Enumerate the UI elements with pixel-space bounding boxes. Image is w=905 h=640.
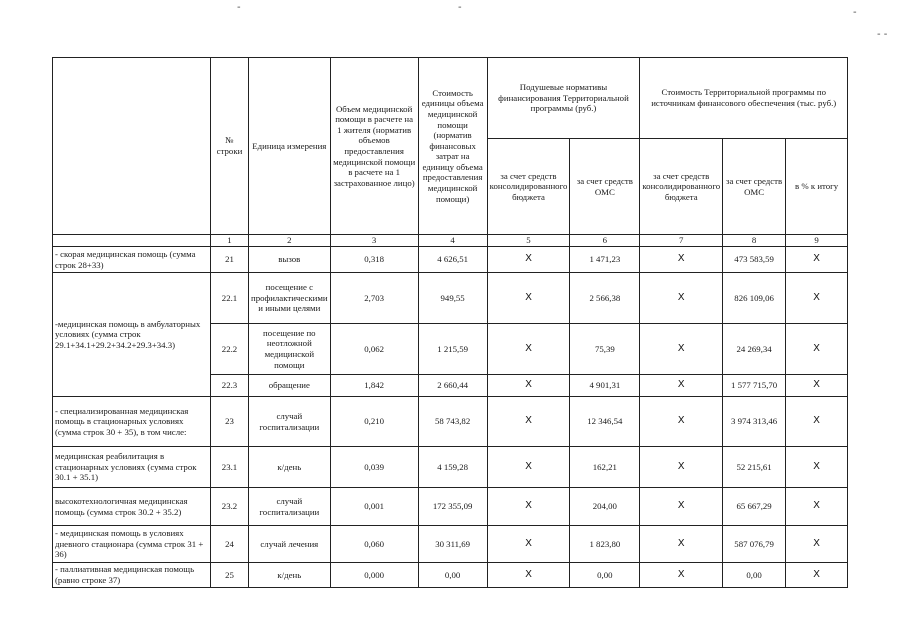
row-unit-cost: 2 660,44 — [418, 375, 487, 397]
row-number: 22.2 — [211, 324, 249, 375]
table-row — [53, 563, 848, 588]
row-cost-percent: X — [786, 397, 848, 447]
row-number: 22.1 — [211, 273, 249, 324]
header-cost-oms: за счет средств ОМС — [723, 139, 786, 235]
row-per-capita-budget: X — [487, 447, 570, 488]
row-volume: 0,039 — [330, 447, 418, 488]
row-cost-oms: 473 583,59 — [723, 247, 786, 273]
row-unit-cost: 0,00 — [418, 563, 487, 588]
row-cost-oms: 1 577 715,70 — [723, 375, 786, 397]
row-per-capita-budget: X — [487, 324, 570, 375]
row-volume: 1,842 — [330, 375, 418, 397]
row-cost-budget: X — [640, 447, 723, 488]
row-volume: 0,062 — [330, 324, 418, 375]
header-unit: Единица измерения — [249, 58, 331, 235]
column-number: 9 — [786, 235, 848, 247]
row-unit: случай госпитализации — [249, 488, 331, 526]
row-per-capita-oms: 1 823,80 — [570, 526, 640, 563]
column-number: 2 — [249, 235, 331, 247]
row-name: - специализированная медицинская помощь в стационарных условиях (сумма строк 30 + 35), в том числе: — [53, 397, 211, 447]
row-volume: 0,001 — [330, 488, 418, 526]
row-per-capita-oms: 4 901,31 — [570, 375, 640, 397]
row-cost-oms: 0,00 — [723, 563, 786, 588]
column-number-empty — [53, 235, 211, 247]
header-unit-cost: Стоимость единицы объема медицинской помощи (норматив финансовых затрат на единицу объема предоставления медицинской помощи) — [418, 58, 487, 235]
row-per-capita-budget: X — [487, 247, 570, 273]
row-volume: 0,318 — [330, 247, 418, 273]
row-per-capita-oms: 1 471,23 — [570, 247, 640, 273]
row-name: -медицинская помощь в амбулаторных условиях (сумма строк 29.1+34.1+29.2+34.2+29.3+34.3) — [53, 273, 211, 397]
table-row — [53, 247, 848, 273]
row-unit-cost: 1 215,59 — [418, 324, 487, 375]
row-name: высокотехнологичная медицинская помощь (сумма строк 30.2 + 35.2) — [53, 488, 211, 526]
column-number: 5 — [487, 235, 570, 247]
row-unit-cost: 949,55 — [418, 273, 487, 324]
row-per-capita-oms: 75,39 — [570, 324, 640, 375]
header-program-cost: Стоимость Территориальной программы по источникам финансового обеспечения (тыс. руб.) — [640, 58, 848, 139]
scan-dash-mark: - - — [877, 29, 888, 40]
row-cost-budget: X — [640, 563, 723, 588]
row-volume: 0,000 — [330, 563, 418, 588]
column-number: 1 — [211, 235, 249, 247]
table-row — [53, 526, 848, 563]
row-cost-percent: X — [786, 563, 848, 588]
row-cost-percent: X — [786, 375, 848, 397]
row-cost-oms: 24 269,34 — [723, 324, 786, 375]
row-unit-cost: 30 311,69 — [418, 526, 487, 563]
row-number: 22.3 — [211, 375, 249, 397]
row-cost-oms: 587 076,79 — [723, 526, 786, 563]
row-unit: посещение с профилактическими и иными целями — [249, 273, 331, 324]
row-per-capita-budget: X — [487, 375, 570, 397]
header-per-capita: Подушевые нормативы финансирования Территориальной программы (руб.) — [487, 58, 640, 139]
row-volume: 0,210 — [330, 397, 418, 447]
column-number: 7 — [640, 235, 723, 247]
row-per-capita-oms: 0,00 — [570, 563, 640, 588]
row-number: 24 — [211, 526, 249, 563]
header-cost-budget: за счет средств консолидированного бюджета — [640, 139, 723, 235]
header-per-capita-oms: за счет средств ОМС — [570, 139, 640, 235]
row-name: - паллиативная медицинская помощь (равно строке 37) — [53, 563, 211, 588]
table-row — [53, 488, 848, 526]
table-row — [53, 397, 848, 447]
row-volume: 0,060 — [330, 526, 418, 563]
table-row — [53, 273, 848, 324]
row-cost-percent: X — [786, 247, 848, 273]
scan-dash-mark: - — [237, 2, 241, 13]
row-unit: обращение — [249, 375, 331, 397]
scan-dash-mark: - — [853, 7, 857, 18]
row-cost-budget: X — [640, 526, 723, 563]
row-cost-percent: X — [786, 324, 848, 375]
column-number: 3 — [330, 235, 418, 247]
row-cost-oms: 3 974 313,46 — [723, 397, 786, 447]
row-name: медицинская реабилитация в стационарных условиях (сумма строк 30.1 + 35.1) — [53, 447, 211, 488]
row-number: 23 — [211, 397, 249, 447]
table-row — [53, 447, 848, 488]
row-per-capita-oms: 162,21 — [570, 447, 640, 488]
row-per-capita-budget: X — [487, 273, 570, 324]
row-cost-percent: X — [786, 488, 848, 526]
row-unit: к/день — [249, 447, 331, 488]
row-number: 21 — [211, 247, 249, 273]
row-cost-budget: X — [640, 375, 723, 397]
row-cost-oms: 65 667,29 — [723, 488, 786, 526]
row-name: - скорая медицинская помощь (сумма строк 28+33) — [53, 247, 211, 273]
row-cost-percent: X — [786, 526, 848, 563]
row-unit: случай лечения — [249, 526, 331, 563]
row-per-capita-budget: X — [487, 397, 570, 447]
row-per-capita-oms: 2 566,38 — [570, 273, 640, 324]
row-unit-cost: 58 743,82 — [418, 397, 487, 447]
row-cost-budget: X — [640, 397, 723, 447]
financing-table — [52, 57, 848, 588]
row-cost-percent: X — [786, 447, 848, 488]
scan-dash-mark: - — [458, 2, 462, 13]
row-cost-budget: X — [640, 324, 723, 375]
row-per-capita-budget: X — [487, 563, 570, 588]
row-number: 25 — [211, 563, 249, 588]
row-unit-cost: 172 355,09 — [418, 488, 487, 526]
column-number: 4 — [418, 235, 487, 247]
header-per-capita-budget: за счет средств консолидированного бюджета — [487, 139, 570, 235]
row-unit-cost: 4 626,51 — [418, 247, 487, 273]
row-unit: случай госпитализации — [249, 397, 331, 447]
row-per-capita-budget: X — [487, 488, 570, 526]
row-per-capita-oms: 12 346,54 — [570, 397, 640, 447]
row-unit: посещение по неотложной медицинской помощи — [249, 324, 331, 375]
row-unit: вызов — [249, 247, 331, 273]
column-number: 6 — [570, 235, 640, 247]
row-cost-oms: 52 215,61 — [723, 447, 786, 488]
row-cost-budget: X — [640, 273, 723, 324]
header-row-number: № строки — [211, 58, 249, 235]
row-per-capita-budget: X — [487, 526, 570, 563]
row-volume: 2,703 — [330, 273, 418, 324]
header-cost-percent: в % к итогу — [786, 139, 848, 235]
row-cost-budget: X — [640, 247, 723, 273]
row-cost-oms: 826 109,06 — [723, 273, 786, 324]
header-volume-norm: Объем медицинской помощи в расчете на 1 жителя (норматив объемов предоставления медицинской помощи в расчете на 1 застрахованное лицо) — [330, 58, 418, 235]
row-number: 23.1 — [211, 447, 249, 488]
row-per-capita-oms: 204,00 — [570, 488, 640, 526]
column-number: 8 — [723, 235, 786, 247]
row-unit-cost: 4 159,28 — [418, 447, 487, 488]
row-number: 23.2 — [211, 488, 249, 526]
header-row-name — [53, 58, 211, 235]
row-cost-percent: X — [786, 273, 848, 324]
row-name: - медицинская помощь в условиях дневного стационара (сумма строк 31 + 36) — [53, 526, 211, 563]
row-unit: к/день — [249, 563, 331, 588]
row-cost-budget: X — [640, 488, 723, 526]
